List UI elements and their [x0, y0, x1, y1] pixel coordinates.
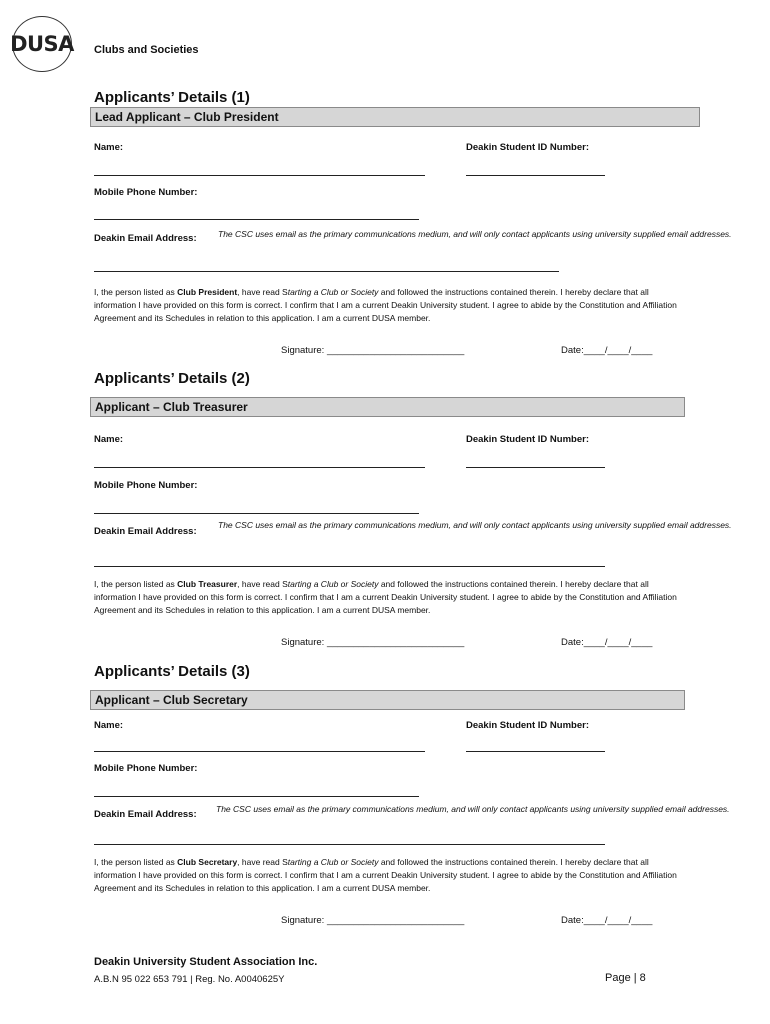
role-bar-treasurer [90, 397, 685, 417]
declaration-3: I, the person listed as Club Secretary, have read Starting a Club or Society and followed the instructions contained therein. I hereby declare that all information I have provided on this form is correct. I confirm that I am a current Deakin University student. I agree to abide by the Constitution and Affiliation Agreement and its Schedules in relation to this application. I am a current DUSA member. [94, 857, 677, 893]
role-bar-president [90, 107, 700, 127]
student-id-label: Deakin Student ID Number: [466, 142, 589, 153]
date-field-1[interactable]: Date:____/____/____ [561, 345, 653, 356]
name-label: Name: [94, 434, 124, 445]
role-bar-label: Applicant – Club Secretary [95, 693, 248, 707]
name-field-2[interactable] [94, 467, 425, 468]
mobile-label: Mobile Phone Number: [94, 187, 198, 198]
name-label: Name: [94, 720, 124, 731]
section-title-3: Applicants’ Details (3) [94, 663, 250, 680]
signature-field-1[interactable]: Signature: __________________________ [281, 345, 465, 356]
student-id-field-1[interactable] [466, 175, 605, 176]
name-field-1[interactable] [94, 175, 425, 176]
org-header-label: Clubs and Societies [94, 44, 199, 56]
date-field-2[interactable]: Date:____/____/____ [561, 637, 653, 648]
email-field-1[interactable] [94, 271, 559, 272]
role-bar-secretary [90, 690, 685, 710]
email-note: The CSC uses email as the primary communications medium, and will only contact applicants using university supplied email addresses. [218, 229, 732, 239]
email-label: Deakin Email Address: [94, 233, 197, 244]
role-bar-label: Applicant – Club Treasurer [95, 400, 248, 414]
mobile-field-3[interactable] [94, 796, 419, 797]
declaration-1: I, the person listed as Club President, have read Starting a Club or Society and followed the instructions contained therein. I hereby declare that all information I have provided on this form is correct. I confirm that I am a current Deakin University student. I agree to abide by the Constitution and Affiliation Agreement and its Schedules in relation to this application. I am a current DUSA member. [94, 287, 677, 323]
student-id-label: Deakin Student ID Number: [466, 720, 589, 731]
section-title-2: Applicants’ Details (2) [94, 370, 250, 387]
email-label: Deakin Email Address: [94, 526, 197, 537]
dusa-logo [12, 16, 72, 72]
email-note: The CSC uses email as the primary communications medium, and will only contact applicants using university supplied email addresses. [216, 804, 730, 814]
email-field-3[interactable] [94, 844, 605, 845]
declaration-2: I, the person listed as Club Treasurer, have read Starting a Club or Society and followed the instructions contained therein. I hereby declare that all information I have provided on this form is correct. I confirm that I am a current Deakin University student. I agree to abide by the Constitution and Affiliation Agreement and its Schedules in relation to this application. I am a current DUSA member. [94, 579, 677, 615]
section-title-1: Applicants’ Details (1) [94, 89, 250, 106]
signature-field-3[interactable]: Signature: __________________________ [281, 915, 465, 926]
footer-abn: A.B.N 95 022 653 791 | Reg. No. A0040625Y [94, 974, 285, 985]
email-label: Deakin Email Address: [94, 809, 197, 820]
mobile-label: Mobile Phone Number: [94, 763, 198, 774]
role-bar-label: Lead Applicant – Club President [95, 110, 279, 124]
mobile-field-1[interactable] [94, 219, 419, 220]
logo-text: DUSA [10, 32, 74, 56]
email-note: The CSC uses email as the primary communications medium, and will only contact applicants using university supplied email addresses. [218, 520, 732, 530]
student-id-field-2[interactable] [466, 467, 605, 468]
signature-field-2[interactable]: Signature: __________________________ [281, 637, 465, 648]
name-field-3[interactable] [94, 751, 425, 752]
student-id-label: Deakin Student ID Number: [466, 434, 589, 445]
mobile-field-2[interactable] [94, 513, 419, 514]
mobile-label: Mobile Phone Number: [94, 480, 198, 491]
page-number: Page | 8 [605, 972, 646, 984]
email-field-2[interactable] [94, 566, 605, 567]
footer-org-name: Deakin University Student Association Inc. [94, 956, 318, 968]
name-label: Name: [94, 142, 124, 153]
date-field-3[interactable]: Date:____/____/____ [561, 915, 653, 926]
student-id-field-3[interactable] [466, 751, 605, 752]
